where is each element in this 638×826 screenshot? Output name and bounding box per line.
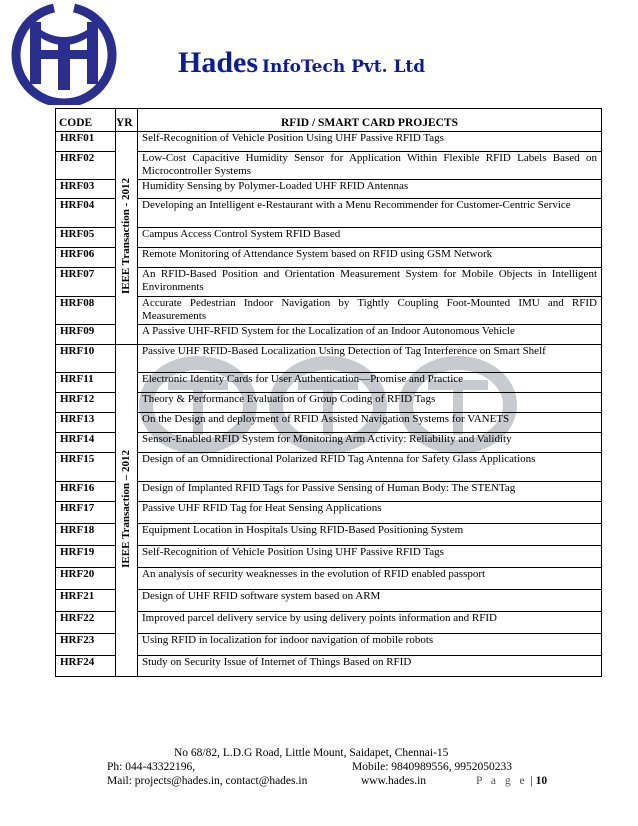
project-code: HRF07 [56, 268, 116, 297]
project-code: HRF16 [56, 482, 116, 502]
project-code: HRF15 [56, 453, 116, 482]
project-title: Study on Security Issue of Internet of Things Based on RFID [138, 656, 602, 677]
project-title: Improved parcel delivery service by using delivery points information and RFID [138, 612, 602, 634]
project-title: Design of UHF RFID software system based on ARM [138, 590, 602, 612]
project-title: On the Design and deployment of RFID Assisted Navigation Systems for VANETS [138, 413, 602, 433]
project-title: Low-Cost Capacitive Humidity Sensor for Application Within Flexible RFID Labels Based on Microcontroller Systems [138, 152, 602, 180]
project-title: Sensor-Enabled RFID System for Monitoring Arm Activity: Reliability and Validity [138, 433, 602, 453]
table-row [56, 248, 602, 268]
company-name-rest: InfoTech Pvt. Ltd [262, 57, 426, 77]
footer-mobile: Mobile: 9840989556, 9952050233 [352, 761, 513, 773]
project-code: HRF06 [56, 248, 116, 268]
projects-table [55, 108, 602, 677]
project-title: Campus Access Control System RFID Based [138, 228, 602, 248]
footer-address: No 68/82, L.D.G Road, Little Mount, Saidapet, Chennai-15 [174, 747, 449, 759]
table-row [56, 297, 602, 325]
footer-phone: Ph: 044-43322196, [107, 761, 196, 773]
table-row [56, 590, 602, 612]
hades-logo [8, 0, 120, 105]
project-code: HRF03 [56, 180, 116, 199]
project-title: Passive UHF RFID-Based Localization Using Detection of Tag Interference on Smart Shelf [138, 345, 602, 373]
year-group-cell [116, 132, 138, 345]
company-title [178, 48, 425, 78]
table-row [56, 413, 602, 433]
project-title: Accurate Pedestrian Indoor Navigation by Tightly Coupling Foot-Mounted IMU and RFID Measurements [138, 297, 602, 325]
project-title: An analysis of security weaknesses in the evolution of RFID enabled passport [138, 568, 602, 590]
table-row [56, 180, 602, 199]
project-code: HRF09 [56, 325, 116, 345]
project-title: Passive UHF RFID Tag for Heat Sensing Applications [138, 502, 602, 524]
table-row [56, 132, 602, 152]
project-title: Self-Recognition of Vehicle Position Using UHF Passive RFID Tags [138, 132, 602, 152]
year-group-label: IEEE Transaction – 2012 [120, 449, 132, 568]
project-title: Remote Monitoring of Attendance System based on RFID using GSM Network [138, 248, 602, 268]
table-row [56, 568, 602, 590]
project-code: HRF24 [56, 656, 116, 677]
table-row [56, 656, 602, 677]
footer-web: www.hades.in [361, 775, 427, 787]
project-code: HRF02 [56, 152, 116, 180]
project-title: Humidity Sensing by Polymer-Loaded UHF RFID Antennas [138, 180, 602, 199]
project-code: HRF13 [56, 413, 116, 433]
project-code: HRF21 [56, 590, 116, 612]
table-body [56, 132, 602, 677]
year-group-label: IEEE Transaction - 2012 [120, 177, 132, 295]
project-code: HRF08 [56, 297, 116, 325]
footer-page [476, 774, 547, 788]
year-group-cell [116, 345, 138, 677]
project-title: Electronic Identity Cards for User Authentication—Promise and Practice [138, 373, 602, 393]
project-code: HRF04 [56, 199, 116, 228]
project-title: Using RFID in localization for indoor navigation of mobile robots [138, 634, 602, 656]
project-title: An RFID-Based Position and Orientation Measurement System for Mobile Objects in Intelligent Environments [138, 268, 602, 297]
project-code: HRF10 [56, 345, 116, 373]
table-row [56, 453, 602, 482]
table-row [56, 524, 602, 546]
project-title: Theory & Performance Evaluation of Group Coding of RFID Tags [138, 393, 602, 413]
project-title: Design of an Omnidirectional Polarized RFID Tag Antenna for Safety Glass Applications [138, 453, 602, 482]
project-code: HRF05 [56, 228, 116, 248]
project-code: HRF23 [56, 634, 116, 656]
project-title: Equipment Location in Hospitals Using RFID-Based Positioning System [138, 524, 602, 546]
project-code: HRF14 [56, 433, 116, 453]
table-row [56, 612, 602, 634]
footer-page-sep: | [530, 775, 533, 787]
project-code: HRF20 [56, 568, 116, 590]
company-brand: Hades [178, 46, 259, 79]
table-header-row [56, 109, 602, 132]
project-code: HRF12 [56, 393, 116, 413]
table-row [56, 199, 602, 228]
header-code: CODE [56, 109, 116, 132]
table-row [56, 152, 602, 180]
footer-page-number: 10 [535, 775, 548, 787]
table-row [56, 345, 602, 373]
project-title: A Passive UHF-RFID System for the Localization of an Indoor Autonomous Vehicle [138, 325, 602, 345]
table-row [56, 373, 602, 393]
footer-mail: Mail: projects@hades.in, contact@hades.in [107, 775, 308, 787]
project-code: HRF18 [56, 524, 116, 546]
table-row [56, 325, 602, 345]
table-row [56, 482, 602, 502]
table-row [56, 634, 602, 656]
header-title: RFID / SMART CARD PROJECTS [138, 109, 602, 132]
project-code: HRF22 [56, 612, 116, 634]
project-title: Design of Implanted RFID Tags for Passive Sensing of Human Body: The STENTag [138, 482, 602, 502]
table-row [56, 393, 602, 413]
project-code: HRF01 [56, 132, 116, 152]
table-row [56, 228, 602, 248]
footer-page-word: P a g e [476, 775, 528, 787]
table-row [56, 433, 602, 453]
table-row [56, 546, 602, 568]
table-row [56, 268, 602, 297]
project-title: Self-Recognition of Vehicle Position Using UHF Passive RFID Tags [138, 546, 602, 568]
header-yr: YR [116, 109, 138, 132]
project-code: HRF19 [56, 546, 116, 568]
project-title: Developing an Intelligent e-Restaurant with a Menu Recommender for Customer-Centric Service [138, 199, 602, 228]
project-code: HRF17 [56, 502, 116, 524]
table-row [56, 502, 602, 524]
project-code: HRF11 [56, 373, 116, 393]
